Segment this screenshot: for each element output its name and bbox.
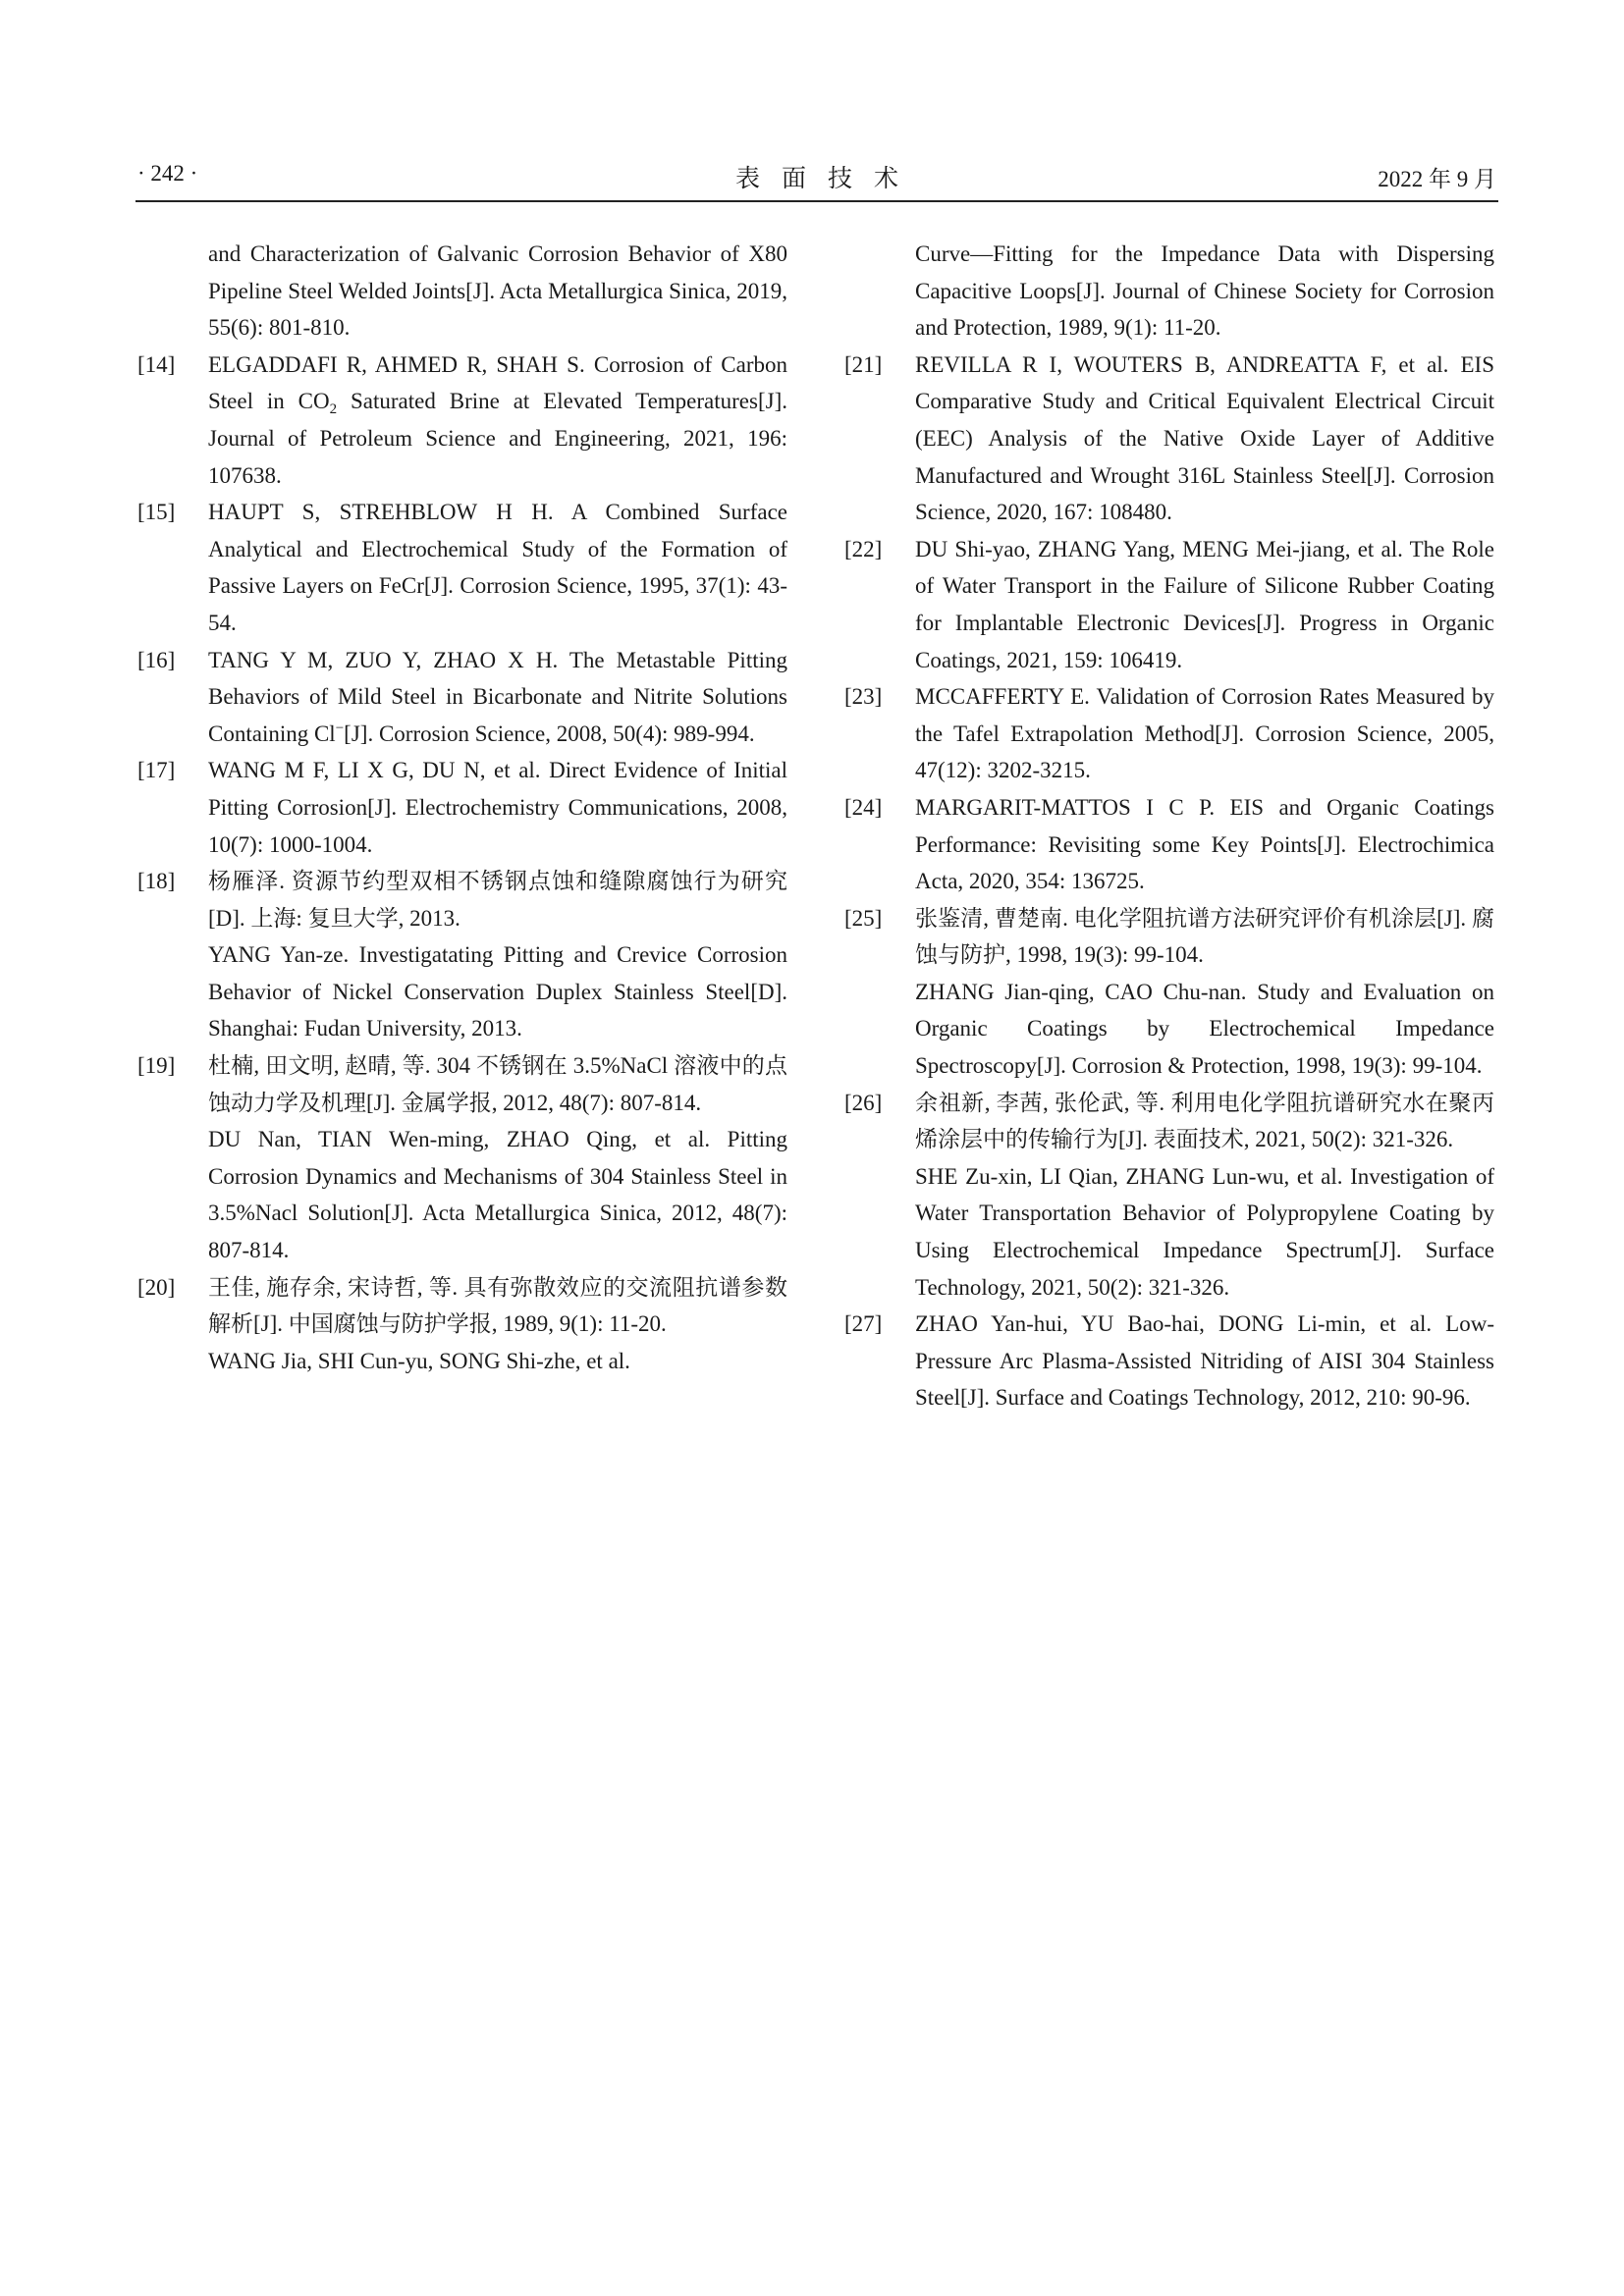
reference-text-english: YANG Yan-ze. Investigatating Pitting and Crevice Corrosion Behavior of Nickel Conservation Duplex Stainless Steel[D]. Shanghai: Fudan University, 2013.: [208, 942, 787, 1041]
reference-text: MCCAFFERTY E. Validation of Corrosion Rates Measured by the Tafel Extrapolation Method[J]. Corrosion Science, 2005, 47(12): 3202-3215.: [915, 684, 1494, 783]
reference-text-chinese: 杜楠, 田文明, 赵晴, 等. 304 不锈钢在 3.5%NaCl 溶液中的点蚀动力学及机理[J]. 金属学报, 2012, 48(7): 807-814.: [208, 1053, 787, 1115]
reference-text-chinese: 王佳, 施存余, 宋诗哲, 等. 具有弥散效应的交流阻抗谱参数解析[J]. 中国腐蚀与防护学报, 1989, 9(1): 11-20.: [208, 1274, 787, 1337]
reference-text-chinese: 张鉴清, 曹楚南. 电化学阻抗谱方法研究评价有机涂层[J]. 腐蚀与防护, 1998, 19(3): 99-104.: [915, 905, 1494, 968]
reference-20: [135, 1269, 787, 1380]
issue-date: 2022 年 9 月: [1378, 167, 1496, 191]
reference-number: [17]: [137, 758, 176, 783]
reference-number: [20]: [137, 1274, 176, 1300]
reference-number: [15]: [137, 500, 176, 525]
reference-text: HAUPT S, STREHBLOW H H. A Combined Surface Analytical and Electrochemical Study of the Formation of Passive Layers on FeCr[J]. Corrosion Science, 1995, 37(1): 43-54.: [208, 500, 787, 635]
reference-27: [842, 1306, 1494, 1416]
reference-18: [135, 863, 787, 1047]
reference-23: [842, 678, 1494, 789]
page-number: · 242 ·: [137, 161, 198, 186]
reference-17: [135, 752, 787, 863]
reference-text-chinese: 杨雁泽. 资源节约型双相不锈钢点蚀和缝隙腐蚀行为研究[D]. 上海: 复旦大学, 2013.: [208, 869, 787, 931]
reference-19: [135, 1047, 787, 1269]
reference-25: [842, 900, 1494, 1085]
reference-22: [842, 531, 1494, 678]
reference-number: [21]: [844, 351, 883, 377]
reference-number: [25]: [844, 905, 883, 931]
reference-number: [27]: [844, 1311, 883, 1337]
reference-text-english: WANG Jia, SHI Cun-yu, SONG Shi-zhe, et al.: [208, 1348, 630, 1373]
reference-text: Curve—Fitting for the Impedance Data with Dispersing Capacitive Loops[J]. Journal of Chinese Society for Corrosion and Protection, 1989, 9(1): 11-20.: [915, 241, 1494, 341]
reference-text-english: DU Nan, TIAN Wen-ming, ZHAO Qing, et al. Pitting Corrosion Dynamics and Mechanisms of 304 Stainless Steel in 3.5%Nacl Solution[J]. Acta Metallurgica Sinica, 2012, 48(7): 807-814.: [208, 1127, 787, 1263]
reference-text: WANG M F, LI X G, DU N, et al. Direct Evidence of Initial Pitting Corrosion[J]. Electrochemistry Communications, 2008, 10(7): 1000-1004.: [208, 758, 787, 857]
reference-text: REVILLA R I, WOUTERS B, ANDREATTA F, et al. EIS Comparative Study and Critical Equivalent Electrical Circuit (EEC) Analysis of the Native Oxide Layer of Additive Manufactured and Wrought 316L Stainless Steel[J]. Corrosion Science, 2020, 167: 108480.: [915, 351, 1494, 525]
reference-text: MARGARIT-MATTOS I C P. EIS and Organic Coatings Performance: Revisiting some Key Points[J]. Electrochimica Acta, 2020, 354: 136725.: [915, 794, 1494, 894]
reference-number: [19]: [137, 1053, 176, 1079]
reference-text-chinese: 余祖新, 李茜, 张伦武, 等. 利用电化学阻抗谱研究水在聚丙烯涂层中的传输行为[J]. 表面技术, 2021, 50(2): 321-326.: [915, 1090, 1494, 1152]
reference-text: and Characterization of Galvanic Corrosion Behavior of X80 Pipeline Steel Welded Joints[J]. Acta Metallurgica Sinica, 2019, 55(6): 801-810.: [208, 241, 787, 341]
reference-number: [16]: [137, 647, 176, 672]
reference-24: [842, 789, 1494, 900]
reference-text: TANG Y M, ZUO Y, ZHAO X H. The Metastable Pitting Behaviors of Mild Steel in Bicarbonate and Nitrite Solutions Containing Cl−[J]. Corrosion Science, 2008, 50(4): 989-994.: [208, 647, 787, 746]
reference-number: [23]: [844, 684, 883, 710]
reference-text-english: ZHANG Jian-qing, CAO Chu-nan. Study and Evaluation on Organic Coatings by Electrochemical Impedance Spectroscopy[J]. Corrosion & Protection, 1998, 19(3): 99-104.: [915, 979, 1494, 1079]
reference-number: [26]: [844, 1090, 883, 1115]
running-header: [135, 157, 1498, 202]
reference-16: [135, 642, 787, 753]
reference-21: [842, 347, 1494, 531]
reference-continuation: [842, 236, 1494, 347]
subscript: 2: [329, 401, 338, 418]
references-right-column: [842, 236, 1494, 1416]
reference-text: ELGADDAFI R, AHMED R, SHAH S. Corrosion of Carbon Steel in $CO_2$ Saturated Brine at Elevated Temperatures[J]. Journal of Petroleum Science and Engineering, 2021, 196: 107638.: [208, 351, 787, 488]
reference-15: [135, 494, 787, 641]
reference-number: [18]: [137, 869, 176, 894]
reference-number: [24]: [844, 794, 883, 820]
reference-continuation: [135, 236, 787, 347]
journal-title: 表面技术: [734, 166, 920, 192]
superscript: −: [335, 720, 345, 736]
reference-text: ZHAO Yan-hui, YU Bao-hai, DONG Li-min, et al. Low-Pressure Arc Plasma-Assisted Nitriding of AISI 304 Stainless Steel[J]. Surface and Coatings Technology, 2012, 210: 90-96.: [915, 1311, 1494, 1411]
reference-text: DU Shi-yao, ZHANG Yang, MENG Mei-jiang, et al. The Role of Water Transport in the Failure of Silicone Rubber Coating for Implantable Electronic Devices[J]. Progress in Organic Coatings, 2021, 159: 106419.: [915, 536, 1494, 672]
reference-14: [135, 347, 787, 494]
reference-26: [842, 1085, 1494, 1307]
reference-text-english: SHE Zu-xin, LI Qian, ZHANG Lun-wu, et al. Investigation of Water Transportation Behavior of Polypropylene Coating by Using Electrochemical Impedance Spectrum[J]. Surface Technology, 2021, 50(2): 321-326.: [915, 1163, 1494, 1300]
references-left-column: [135, 236, 787, 1379]
reference-number: [14]: [137, 351, 176, 377]
reference-number: [22]: [844, 536, 883, 561]
